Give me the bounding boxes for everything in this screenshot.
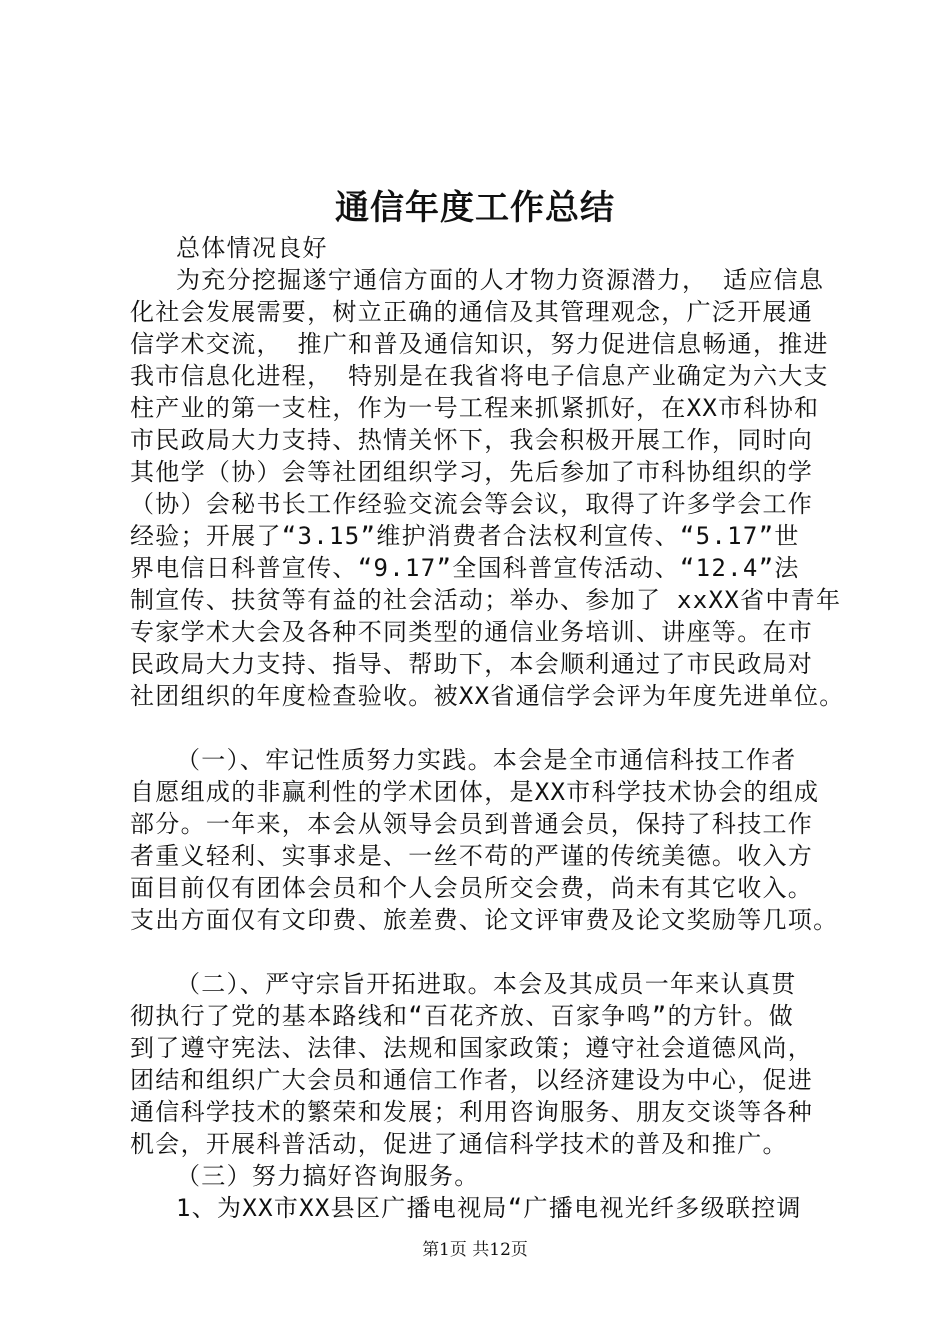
paragraph-line: 者重义轻利、实事求是、一丝不苟的严谨的传统美德。收入方	[130, 842, 814, 870]
paragraph-line: 总体情况良好	[176, 234, 328, 262]
paragraph-line: 社团组织的年度检查验收。被XX省通信学会评为年度先进单位。	[130, 682, 845, 710]
paragraph-line: 我市信息化进程， 特别是在我省将电子信息产业确定为六大支	[130, 362, 829, 390]
paragraph-line: 机会，开展科普活动，促进了通信科学技术的普及和推广。	[130, 1130, 788, 1158]
paragraph-line: 市民政局大力支持、热情关怀下，我会积极开展工作，同时向	[130, 426, 814, 454]
paragraph-line: 制宣传、扶贫等有益的社会活动；举办、参加了 xxXX省中青年	[130, 586, 842, 614]
paragraph-line: 民政局大力支持、指导、帮助下，本会顺利通过了市民政局对	[130, 650, 814, 678]
paragraph-line: 通信科学技术的繁荣和发展；利用咨询服务、朋友交谈等各种	[130, 1098, 814, 1126]
paragraph-line: 专家学术大会及各种不同类型的通信业务培训、讲座等。在市	[130, 618, 814, 646]
page-footer: 第1页 共12页	[422, 1240, 528, 1260]
paragraph-line: 经验；开展了“3.15”维护消费者合法权利宣传、“5.17”世	[130, 522, 800, 550]
paragraph-line: 彻执行了党的基本路线和“百花齐放、百家争鸣”的方针。做	[130, 1002, 794, 1030]
paragraph-line: （一）、牢记性质努力实践。本会是全市通信科技工作者	[176, 746, 797, 774]
paragraph-line: （协）会秘书长工作经验交流会等会议，取得了许多学会工作	[130, 490, 814, 518]
paragraph-line: 团结和组织广大会员和通信工作者，以经济建设为中心，促进	[130, 1066, 814, 1094]
paragraph-line: 其他学（协）会等社团组织学习，先后参加了市科协组织的学	[130, 458, 814, 486]
section-heading: （三）努力搞好咨询服务。	[176, 1162, 480, 1190]
paragraph-line: 自愿组成的非赢利性的学术团体，是XX市科学技术协会的组成	[130, 778, 820, 806]
paragraph-line: 为充分挖掘遂宁通信方面的人才物力资源潜力， 适应信息	[176, 266, 825, 294]
paragraph-line: 面目前仅有团体会员和个人会员所交会费，尚未有其它收入。	[130, 874, 814, 902]
document-title: 通信年度工作总结	[335, 188, 615, 228]
paragraph-line: 化社会发展需要，树立正确的通信及其管理观念，广泛开展通	[130, 298, 814, 326]
paragraph-line: 柱产业的第一支柱，作为一号工程来抓紧抓好，在XX市科协和	[130, 394, 820, 422]
paragraph-line: 到了遵守宪法、法律、法规和国家政策；遵守社会道德风尚，	[130, 1034, 814, 1062]
paragraph-line: 信学术交流， 推广和普及通信知识，努力促进信息畅通，推进	[130, 330, 829, 358]
paragraph-line: 界电信日科普宣传、“9.17”全国科普宣传活动、“12.4”法	[130, 554, 800, 582]
paragraph-line: （二）、严守宗旨开拓进取。本会及其成员一年来认真贯	[176, 970, 797, 998]
paragraph-line: 支出方面仅有文印费、旅差费、论文评审费及论文奖励等几项。	[130, 906, 839, 934]
paragraph-line: 部分。一年来，本会从领导会员到普通会员，保持了科技工作	[130, 810, 814, 838]
paragraph-line: 1、为XX市XX县区广播电视局“广播电视光纤多级联控调	[176, 1194, 802, 1222]
